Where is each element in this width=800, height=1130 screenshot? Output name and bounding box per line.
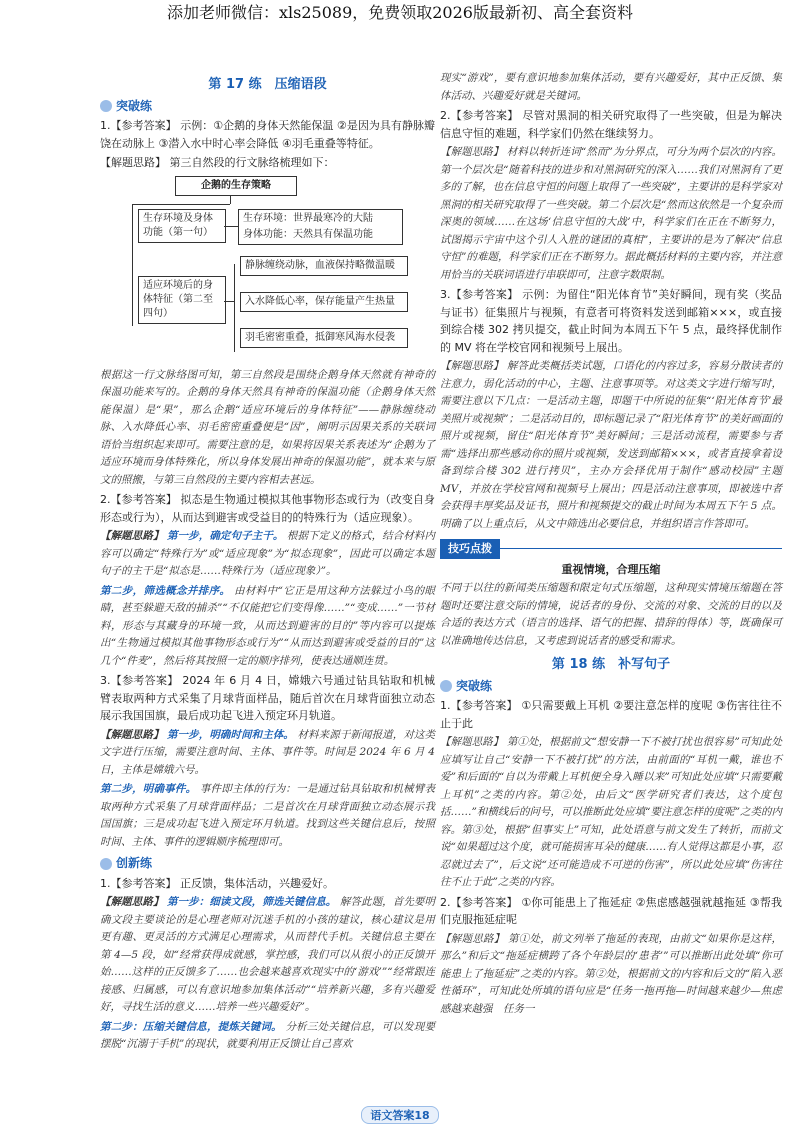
step-text: 分析三处关键信息，可以发现要摆脱“沉溺于手机”的现状，就要利用正反馈让自己喜欢	[100, 1020, 436, 1050]
section-title-18: 第 18 练 补写句子	[551, 657, 671, 672]
step-label: 第一步：细读文段，筛选关键信息。	[166, 896, 337, 908]
answer-1: 1.【参考答案】 示例：①企鹅的身体天然能保温 ②是因为具有静脉瓣饶在动脉上 ③潜入水中时心率会降低 ④羽毛重叠等特征。	[100, 119, 435, 150]
subsection-label: 创新练	[116, 856, 153, 870]
innovation-answer-1: 1.【参考答案】 正反馈，集体活动，兴趣爱好。	[100, 876, 334, 890]
tip-label: 技巧点拨	[440, 539, 500, 559]
diagram-branch-1: 生存环境及身体功能（第一句）	[138, 209, 226, 243]
diagram-root: 企鹅的生存策略	[175, 176, 297, 196]
diagram-leaf-2c: 羽毛密密重叠，抵御寒风海水侵袭	[240, 328, 408, 348]
page-label: 语文答案18	[361, 1106, 438, 1124]
think-r2: 【解题思路】 材料以转折连词“然而”为分界点，可分为两个层次的内容。第一个层次是“随着科技的进步和对黑洞研究的深入……我们对黑洞有了更多的了解，也在信息守恒的问题上取得了一些突破”，主要讲的是科学家对黑洞的相关研究取得了一些突破。第二个层次是“然而这依然是一个复杂而深奥的领域……在这场‘信息守恒的大战’中，科学家们在正在不断努力，试图揭示宇宙中这个引人入胜的谜团的真相”，主要讲的是为了解决“信息守恒”的难题，科学家们正在不断努力。据此概括材料的主要内容，并注意用恰当的关联词语进行串联即可，注意字数限制。	[440, 146, 782, 281]
step-label: 第一步，确定句子主干。	[166, 530, 284, 542]
step-text: 由材料中“它正是用这种方法躲过小鸟的眼睛，甚至躲避天敌的捕杀”“不仅能把它们变得像……”“变成……”一节材料，形态与其藏身的环境一致，从而达到避害的目的”等内容可以提炼出“生物通过模拟其他事物形态或行为”“从而达到避害或受益的目的”这几个“件麦”，然后将其按照一定的顺序排列，使表达通顺连贯。	[100, 584, 435, 667]
tip-bar	[440, 539, 782, 559]
think-tag: 【解题思路】	[100, 896, 164, 908]
page-footer	[0, 1106, 800, 1124]
think-s1: 【解题思路】 第①处，根据前文“想安静一下不被打扰也很容易”可知此处应填写让自己“安静一下不被打扰”的方法，由前面的“耳机一戴，谁也不爱”和后面的“自以为带戴上耳机便全身入睡以来”可知此处应填“只需要戴上耳机”之类的内容。第②处，由后文“医学研究者们表达，这个度包括……”和横线后的问号，可以推断此处应填“要注意怎样的度呢”之类的内容。第③处，根据“但事实上”可知，此处语意与前文发生了转折，而前文说“如果超过这个度，就可能损害耳朵的健康……有人觉得这都是小事，忍忍就过去了”，后文说“还可能造成不可逆的伤害”，所以此处应填“伤害往往不止于此”之类的内容。	[440, 736, 782, 888]
answer-s2: 2.【参考答案】 ①你可能患上了拖延症 ②焦虑感越强就越拖延 ③帮我们克服拖延症呢	[440, 895, 782, 926]
diagram-leaf-2a: 静脉缠绕动脉，血液保持略微温暖	[240, 256, 408, 276]
circle-icon	[100, 100, 112, 112]
tip-text: 不同于以往的新闻类压缩题和限定句式压缩题，这种现实情境压缩题在答题时还要注意交际的情境，说话者的身份、交流的对象、交流的目的以及合适的表达方式（语言的选择、语气的把握、措辞的得体）等，既确保可以准确地传达信息，又考虑到说话者的感受和需求。	[440, 582, 782, 647]
step-label: 第二步，明确事件。	[100, 783, 197, 795]
step-label: 第一步，明确时间和主体。	[166, 728, 295, 741]
think-s2: 【解题思路】 第①处，前文列举了拖延的表现，由前文“如果你是这样，那么”和后文“拖延症横跨了各个年龄层的‘患者’”可以推断出此处填“你可能患上了拖延症”之类的内容。第②处，根据前文的内容和后文的“陷入恶性循环”，可知此处所填的语句应是“任务一拖再拖—时间越来越少—焦虑感越来越强 任务一	[440, 932, 782, 1015]
analysis-paragraph: 根据这一行文脉络图可知，第三自然段是围绕企鹅身体天然就有神奇的保温功能来写的。企鹅的身体天然具有神奇的保温功能（企鹅身体天然能保温）是“果”，那么企鹅“适应环境后的身体特征”——静脉缠绕动脉、入水降低心率、羽毛密密重叠便是“因”，阐明示因果关系的关联词语恰当组织起来即可。需要注意的是，如果将因果关系表述为“企鹅为了适应环境而身体特殊化，所以身体发展出神奇的保温功能”，就本来与原文的照搬，与第三自然段的主要内容相去甚远。	[100, 368, 435, 486]
step-text: 根据下定义的格式，结合材料内容可以确定“特殊行为”或“适应现象”为“拟态现象”，因此可以确定本题句子的主干是“拟态是……特殊行为（适应现象）”。	[100, 530, 436, 577]
subsection-breakthrough	[100, 98, 435, 116]
circle-icon	[100, 858, 112, 870]
diagram-leaf-1a: 生存环境：世界最寒冷的大陆	[238, 209, 403, 229]
answer-r2: 2.【参考答案】 尽管对黑洞的相关研究取得了一些突破，但是为解决信息守恒的难题，科学家们仍然在继续努力。	[440, 109, 782, 140]
innovation-think-step2	[100, 1019, 435, 1054]
think-tag: 【解题思路】	[100, 728, 164, 741]
subsection-label: 突破练	[456, 678, 493, 693]
innovation-think-1	[100, 894, 435, 1017]
subsection-breakthrough-18	[440, 678, 782, 696]
step-label: 第二步，筛选概念并排序。	[100, 584, 231, 597]
think-r3: 【解题思路】 解答此类概括类试题，口语化的内容过多，容易分散读者的注意力，弱化活动的中心，主题、注意事项等。对这类文字进行缩写时，需要注意以下几点：一是活动主题，即题干中所说的征集“‘阳光体育节’最美照片或视频”；二是活动目的，即标题记录了“阳光体育节”的美好画面的照片或视频，留住“阳光体育节”美好瞬间；三是活动流程，需要参与者需“选择出那些感动你的照片或视频，发送到邮箱×××，或者直接拿着设备到综合楼 302 进行拷贝”，主办方会择优用于制作“感动校园”主题 MV，并放在学校官网和视频号上展出；四是活动注意事项，即被选中者会获得丰厚奖品及证书，照片和视频提交的截止时间为本周五下午 5 点。明确了以上重点后，从文中筛选出必要信息，并组织语言作答即可。	[440, 360, 782, 530]
circle-icon	[440, 680, 452, 692]
step-label: 第二步：压缩关键信息，提炼关键词。	[100, 1020, 282, 1033]
think-2-step2	[100, 583, 435, 671]
subsection-innovation	[100, 855, 435, 873]
tip-title: 重视情境，合理压缩	[561, 562, 661, 576]
answer-2: 2.【参考答案】 拟态是生物通过模拟其他事物形态或行为（改变自身形态或行为），从而达到避害或受益目的的特殊行为（适应现象）。	[100, 493, 435, 524]
section-title-17: 第 17 练 压缩语段	[208, 77, 327, 92]
think-3-step2	[100, 781, 435, 851]
think-3	[100, 727, 435, 780]
answer-r3: 3.【参考答案】 示例：为留住“阳光体育节”美好瞬间，现有奖（奖品与证书）征集照片与视频，有意者可将资料发送到邮箱×××，或直接到综合楼 302 拷贝提交，截止时间为本周五下午 5 点，最终择优制作的 MV 将在学校官网和视频号上展出。	[440, 288, 782, 354]
answer-3: 3.【参考答案】 2024 年 6 月 4 日，嫦娥六号通过钻具钻取和机械臂表取两种方式采集了月球背面样品，随后首次在月球背面独立动态展示我国国旗，最后成功起飞进入预定环月轨道。	[100, 674, 435, 722]
continued-text: 现实“游戏”，要有意识地参加集体活动，要有兴趣爱好，其中正反馈、集体活动、兴趣爱好就是关键词。	[440, 72, 782, 102]
think-tag: 【解题思路】	[100, 530, 164, 542]
right-column	[440, 70, 782, 1020]
concept-diagram	[100, 176, 435, 361]
divider	[500, 548, 782, 549]
top-banner: 添加老师微信：xls25089，免费领取2026版最新初、高全套资料	[167, 3, 633, 22]
diagram-leaf-1b: 身体功能：天然具有保温功能	[238, 226, 403, 245]
left-column	[100, 70, 435, 1056]
think-1: 【解题思路】 第三自然段的行文脉络梳理如下：	[100, 156, 335, 169]
step-text: 材料来源于新闻报道，对这类文字进行压缩，需要注意时间、主体、事件等。时间是 2024 年 6 月 4 日，主体是嫦娥六号。	[100, 728, 436, 776]
step-text: 事件即主体的行为：一是通过钻具钻取和机械臂表取两种方式采集了月球背面样品；二是首次在月球背面独立动态展示我国国旗；三是成功起飞进入预定环月轨道。找到这些关键信息后，按照时间、主体、事件的逻辑顺序梳理即可。	[100, 783, 436, 848]
think-2	[100, 528, 435, 581]
subsection-label: 突破练	[116, 98, 153, 113]
diagram-branch-2: 适应环境后的身体特征（第二至四句）	[138, 276, 226, 324]
step-text: 解答此题，首先要明确文段主要谈论的是心理老师对沉迷手机的小孩的建议，核心建议是用更有趣、更灵活的方式满足心理需求，从而替代手机。关键信息主要在第 4—5 段，如“经常获得成就感，掌控感，我们可以从很小的正反馈开始……这样的正反馈多了……也会越来越喜欢现实中的‘游戏’”“经常跟连接感、归属感，可以有意识地参加集体活动”“培养新兴趣，多有兴趣爱好，寻找生活的意义……培养一些兴趣爱好”。	[100, 896, 436, 1013]
answer-s1: 1.【参考答案】 ①只需要戴上耳机 ②要注意怎样的度呢 ③伤害往往不止于此	[440, 699, 782, 730]
diagram-leaf-2b: 入水降低心率，保存能量产生热量	[240, 292, 408, 312]
